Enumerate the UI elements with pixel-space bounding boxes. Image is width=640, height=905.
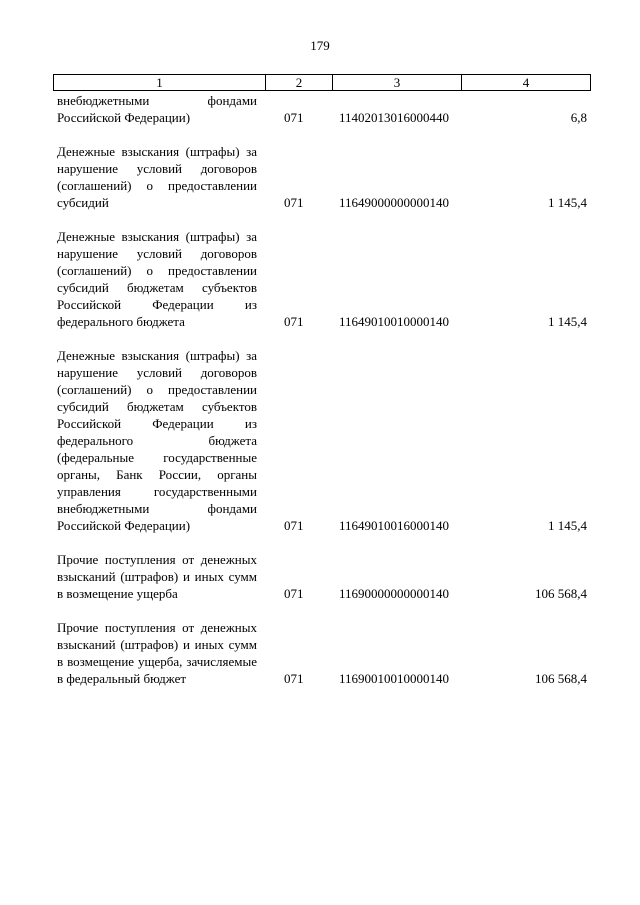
table-row [0,143,640,211]
table-body [0,92,640,687]
table-row [0,619,640,687]
row-amount: 6,8 [570,110,587,125]
row-kbk-code: 11649010010000140 [339,314,450,329]
row-amount: 106 568,4 [535,586,587,601]
page-number: 179 [310,38,330,53]
row-description: Денежные взыскания (штрафы) за нарушение условий договоров (соглашений) о предоставлении субсидий бюджетам субъектов Российской Федерации из федерального бюджета (федеральные государственные органы, Банк России, органы управления государственными внебюджетными фондами Российской Федерации) [57,348,257,533]
row-description: Прочие поступления от денежных взысканий (штрафов) и иных сумм в возмещение ущерба, зачисляемые в федеральный бюджет [57,620,257,686]
table-row [0,347,640,534]
row-description: Денежные взыскания (штрафы) за нарушение условий договоров (соглашений) о предоставлении субсидий бюджетам субъектов Российской Федерации из федерального бюджета [57,229,257,329]
column-header-table [53,74,591,91]
row-amount: 106 568,4 [535,671,587,686]
table-row [0,92,640,126]
column-header-1: 1 [54,75,266,91]
table-row [0,551,640,602]
table-row [0,228,640,330]
row-kbk-code: 11690000000000140 [339,586,450,601]
row-amount: 1 145,4 [548,314,587,329]
row-kbk-code: 11690010010000140 [339,671,450,686]
row-admin-code: 071 [284,518,304,533]
row-admin-code: 071 [284,586,304,601]
row-description: Прочие поступления от денежных взысканий (штрафов) и иных сумм в возмещение ущерба [57,552,257,601]
row-kbk-code: 11402013016000440 [339,110,450,125]
row-description: Денежные взыскания (штрафы) за нарушение условий договоров (соглашений) о предоставлении субсидий [57,144,257,210]
column-header-3: 3 [333,75,462,91]
row-amount: 1 145,4 [548,518,587,533]
row-kbk-code: 11649000000000140 [339,195,450,210]
row-kbk-code: 11649010016000140 [339,518,450,533]
row-description: внебюджетными фондами Российской Федерации) [57,93,257,125]
row-admin-code: 071 [284,195,304,210]
column-header-2: 2 [266,75,333,91]
row-admin-code: 071 [284,314,304,329]
row-admin-code: 071 [284,110,304,125]
column-header-4: 4 [462,75,591,91]
row-admin-code: 071 [284,671,304,686]
row-amount: 1 145,4 [548,195,587,210]
